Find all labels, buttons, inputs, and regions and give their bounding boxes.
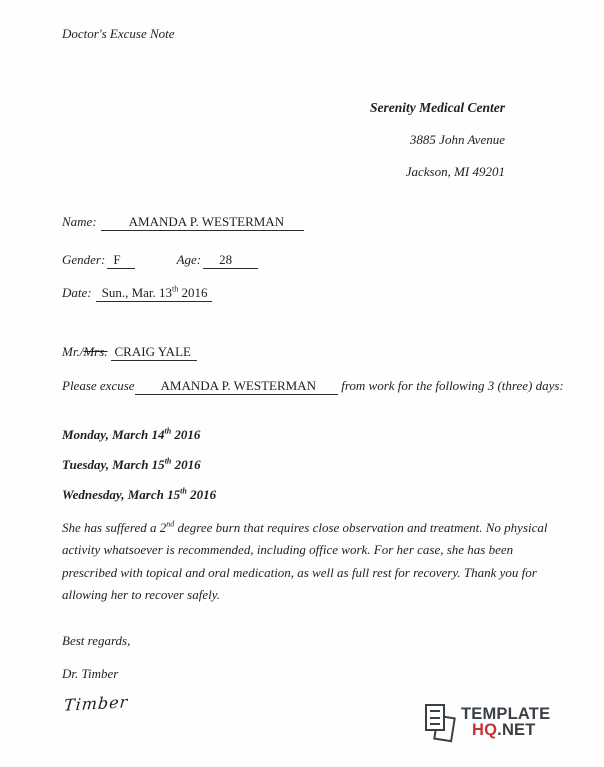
date-text: Sun., Mar. 13 <box>101 285 173 300</box>
doctor-signature: Timber <box>63 692 130 715</box>
age-label: Age: <box>176 252 202 267</box>
excuse-paragraph <box>62 375 574 396</box>
excuse-text-pre: Please excuse <box>62 378 135 393</box>
date-label: Date: <box>62 285 92 300</box>
name-value: AMANDA P. WESTERMAN <box>101 214 304 231</box>
day-ordinal-superscript: th <box>164 426 172 436</box>
brand-line2 <box>472 722 550 738</box>
brand-net: .NET <box>497 721 536 739</box>
diagnosis-paragraph <box>62 517 562 606</box>
day-ordinal-superscript: th <box>180 486 187 496</box>
excused-day-row <box>62 487 216 503</box>
watermark-logo-link[interactable] <box>424 703 550 743</box>
name-field-row <box>62 214 304 230</box>
gender-label: Gender: <box>62 252 106 267</box>
date-field-row <box>62 285 212 301</box>
day-year: 2016 <box>171 457 201 472</box>
brand-line1: TEMPLATE <box>461 705 551 723</box>
clinic-header <box>370 92 505 188</box>
brand-hq: HQ <box>472 721 498 739</box>
gender-value: F <box>107 252 134 269</box>
salutation-mr: Mr./ <box>62 344 84 359</box>
degree-ordinal-superscript: nd <box>166 519 175 529</box>
document-type-label: Doctor's Excuse Note <box>62 26 175 41</box>
diagnosis-text-post: degree burn that requires close observation and treatment. No physical activity whatsoever is recommended, including office work. For her case, she has been prescribed with topical and oral medication, as well as full rest for recovery. Thank you for allowing her to recover safely. <box>62 520 548 602</box>
day-ordinal-superscript: th <box>164 456 172 466</box>
clinic-name: Serenity Medical Center <box>370 100 505 115</box>
diagnosis-text-pre: She has suffered a 2 <box>62 520 167 535</box>
day-year: 2016 <box>186 487 217 502</box>
brand-text <box>461 706 550 738</box>
name-label: Name: <box>62 214 97 229</box>
excused-day-row <box>62 457 201 473</box>
excused-patient-name: AMANDA P. WESTERMAN <box>135 378 338 395</box>
day-text: Monday, March 14 <box>62 427 165 442</box>
salutation-mrs-struck: Mrs. <box>83 344 108 359</box>
clinic-address-line1: 3885 John Avenue <box>409 132 505 147</box>
day-year: 2016 <box>171 427 201 442</box>
excused-day-row <box>62 427 200 443</box>
recipient-name: CRAIG YALE <box>111 344 197 361</box>
documents-stack-icon <box>424 703 456 743</box>
date-ordinal-superscript: th <box>172 284 179 294</box>
paper-front-shape <box>425 704 445 731</box>
day-text: Tuesday, March 15 <box>62 457 165 472</box>
age-value: 28 <box>203 252 258 269</box>
clinic-address-line2: Jackson, MI 49201 <box>405 164 505 179</box>
recipient-row <box>62 344 197 360</box>
gender-age-row <box>62 252 258 268</box>
doctor-name: Dr. Timber <box>62 666 119 681</box>
date-value <box>96 285 212 302</box>
date-year: 2016 <box>178 285 208 300</box>
closing-regards: Best regards, <box>62 633 131 648</box>
day-text: Wednesday, March 15 <box>62 487 181 502</box>
excuse-text-post: from work for the following 3 (three) days: <box>337 378 564 393</box>
